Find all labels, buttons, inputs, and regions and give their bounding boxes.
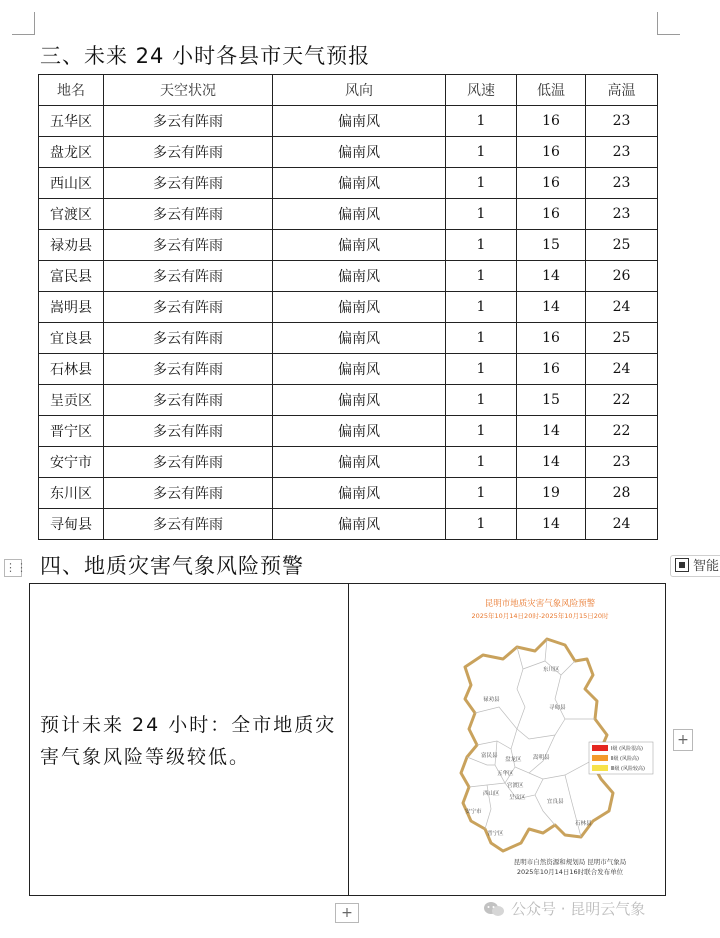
- cell-place: 呈贡区: [39, 385, 104, 416]
- map-label-shilin: 石林县: [575, 821, 592, 827]
- cell-high-temp: 24: [586, 509, 658, 540]
- cell-place: 西山区: [39, 168, 104, 199]
- cell-wind-speed: 1: [446, 168, 517, 199]
- cell-sky: 多云有阵雨: [104, 416, 273, 447]
- map-legend: [589, 742, 653, 774]
- map-label-guandu: 官渡区: [507, 783, 524, 789]
- cell-place: 嵩明县: [39, 292, 104, 323]
- watermark-text: 公众号 · 昆明云气象: [511, 900, 646, 918]
- header-high-temp: 高温: [586, 75, 658, 106]
- cell-place: 晋宁区: [39, 416, 104, 447]
- cell-low-temp: 14: [517, 292, 586, 323]
- section-4-heading: 四、地质灾害气象风险预警: [40, 554, 304, 578]
- legend-swatch-level-2: [592, 755, 608, 761]
- page-corner-mark-top-left: [12, 12, 35, 35]
- table-row: [39, 168, 658, 199]
- table-row: [39, 509, 658, 540]
- table-row: [39, 261, 658, 292]
- table-row: [39, 323, 658, 354]
- table-row: [39, 478, 658, 509]
- cell-wind-speed: 1: [446, 416, 517, 447]
- map-label-wuhua: 五华区: [497, 771, 514, 777]
- cell-sky: 多云有阵雨: [104, 478, 273, 509]
- cell-sky: 多云有阵雨: [104, 354, 273, 385]
- cell-high-temp: 25: [586, 230, 658, 261]
- cell-low-temp: 19: [517, 478, 586, 509]
- header-wind-speed: 风速: [446, 75, 517, 106]
- map-label-songming: 嵩明县: [533, 755, 550, 761]
- cell-wind-direction: 偏南风: [273, 168, 446, 199]
- cell-low-temp: 14: [517, 416, 586, 447]
- cell-low-temp: 15: [517, 385, 586, 416]
- cell-wind-speed: 1: [446, 137, 517, 168]
- header-place: 地名: [39, 75, 104, 106]
- map-publisher: 昆明市自然资源和规划局 昆明市气象局: [513, 858, 627, 866]
- cell-sky: 多云有阵雨: [104, 509, 273, 540]
- cell-wind-direction: 偏南风: [273, 323, 446, 354]
- table-header-row: [39, 75, 658, 106]
- cell-high-temp: 24: [586, 292, 658, 323]
- risk-warning-table: [29, 583, 666, 896]
- legend-swatch-level-1: [592, 745, 608, 751]
- header-low-temp: 低温: [517, 75, 586, 106]
- table-row: [39, 385, 658, 416]
- table-row: [39, 199, 658, 230]
- table-row: [39, 292, 658, 323]
- cell-place: 盘龙区: [39, 137, 104, 168]
- risk-summary-text: 预计未来 24 小时：全市地质灾害气象风险等级较低。: [40, 714, 337, 768]
- cell-sky: 多云有阵雨: [104, 106, 273, 137]
- table-row: [39, 230, 658, 261]
- cell-wind-direction: 偏南风: [273, 478, 446, 509]
- cell-high-temp: 23: [586, 447, 658, 478]
- cell-place: 东川区: [39, 478, 104, 509]
- cell-sky: 多云有阵雨: [104, 168, 273, 199]
- cell-sky: 多云有阵雨: [104, 230, 273, 261]
- cell-low-temp: 16: [517, 323, 586, 354]
- table-row: [39, 416, 658, 447]
- cell-wind-direction: 偏南风: [273, 447, 446, 478]
- cell-wind-direction: 偏南风: [273, 416, 446, 447]
- wechat-icon: [483, 901, 505, 917]
- legend-level-3: Ⅲ级 (风险较高): [611, 766, 645, 772]
- legend-level-2: Ⅱ级 (风险高): [611, 756, 639, 762]
- table-row: [39, 106, 658, 137]
- cell-wind-direction: 偏南风: [273, 137, 446, 168]
- cell-wind-speed: 1: [446, 261, 517, 292]
- cell-wind-speed: 1: [446, 106, 517, 137]
- cell-wind-speed: 1: [446, 509, 517, 540]
- cell-wind-direction: 偏南风: [273, 106, 446, 137]
- map-label-yiliang: 宜良县: [547, 799, 564, 805]
- map-label-dongchuan: 东川区: [543, 667, 560, 673]
- page-corner-mark-top-right: [657, 12, 680, 35]
- cell-wind-direction: 偏南风: [273, 261, 446, 292]
- legend-level-1: Ⅰ级 (风险很高): [611, 746, 643, 752]
- cell-sky: 多云有阵雨: [104, 137, 273, 168]
- cell-low-temp: 14: [517, 509, 586, 540]
- header-wind-direction: 风向: [273, 75, 446, 106]
- cell-place: 安宁市: [39, 447, 104, 478]
- cell-place: 宜良县: [39, 323, 104, 354]
- cell-high-temp: 26: [586, 261, 658, 292]
- map-label-anning: 安宁市: [465, 809, 482, 815]
- cell-high-temp: 22: [586, 416, 658, 447]
- cell-high-temp: 23: [586, 137, 658, 168]
- cell-sky: 多云有阵雨: [104, 323, 273, 354]
- cell-low-temp: 16: [517, 199, 586, 230]
- smart-tool-button[interactable]: [670, 555, 720, 577]
- cell-low-temp: 15: [517, 230, 586, 261]
- cell-wind-speed: 1: [446, 230, 517, 261]
- smart-icon: [675, 558, 689, 572]
- cell-low-temp: 14: [517, 447, 586, 478]
- cell-high-temp: 23: [586, 199, 658, 230]
- cell-place: 石林县: [39, 354, 104, 385]
- map-label-luquan: 禄劝县: [483, 697, 500, 703]
- cell-wind-direction: 偏南风: [273, 385, 446, 416]
- cell-sky: 多云有阵雨: [104, 385, 273, 416]
- cell-high-temp: 25: [586, 323, 658, 354]
- map-label-chenggong: 呈贡区: [509, 795, 526, 801]
- cell-place: 禄劝县: [39, 230, 104, 261]
- table-move-handle[interactable]: ⋮⋮: [4, 559, 22, 577]
- cell-place: 寻甸县: [39, 509, 104, 540]
- add-row-button[interactable]: +: [335, 903, 359, 923]
- cell-wind-speed: 1: [446, 354, 517, 385]
- cell-low-temp: 14: [517, 261, 586, 292]
- cell-wind-direction: 偏南风: [273, 354, 446, 385]
- cell-high-temp: 23: [586, 168, 658, 199]
- add-column-button[interactable]: +: [673, 729, 693, 751]
- table-row: [39, 447, 658, 478]
- cell-wind-direction: 偏南风: [273, 509, 446, 540]
- cell-wind-speed: 1: [446, 478, 517, 509]
- legend-swatch-level-3: [592, 765, 608, 771]
- cell-low-temp: 16: [517, 354, 586, 385]
- map-label-jinning: 晋宁区: [487, 831, 504, 837]
- cell-place: 富民县: [39, 261, 104, 292]
- cell-high-temp: 24: [586, 354, 658, 385]
- table-row: [39, 354, 658, 385]
- cell-wind-direction: 偏南风: [273, 199, 446, 230]
- cell-low-temp: 16: [517, 168, 586, 199]
- map-label-xishan: 西山区: [483, 791, 500, 797]
- cell-wind-speed: 1: [446, 447, 517, 478]
- map-label-fumin: 富民县: [481, 753, 498, 759]
- cell-wind-direction: 偏南风: [273, 292, 446, 323]
- wechat-watermark: [483, 898, 645, 922]
- cell-place: 官渡区: [39, 199, 104, 230]
- cell-sky: 多云有阵雨: [104, 447, 273, 478]
- cell-low-temp: 16: [517, 106, 586, 137]
- cell-high-temp: 22: [586, 385, 658, 416]
- header-sky: 天空状况: [104, 75, 273, 106]
- table-row: [39, 137, 658, 168]
- map-label-panlong: 盘龙区: [505, 757, 522, 763]
- cell-sky: 多云有阵雨: [104, 199, 273, 230]
- cell-wind-speed: 1: [446, 292, 517, 323]
- cell-sky: 多云有阵雨: [104, 261, 273, 292]
- cell-place: 五华区: [39, 106, 104, 137]
- cell-low-temp: 16: [517, 137, 586, 168]
- map-title: 昆明市地质灾害气象风险预警: [484, 599, 596, 609]
- cell-high-temp: 28: [586, 478, 658, 509]
- cell-wind-speed: 1: [446, 199, 517, 230]
- smart-label: 智能: [693, 559, 720, 574]
- section-3-heading: 三、未来 24 小时各县市天气预报: [40, 44, 371, 68]
- weather-forecast-table: [38, 74, 658, 540]
- cell-wind-speed: 1: [446, 323, 517, 354]
- column-divider: [348, 584, 349, 895]
- cell-wind-speed: 1: [446, 385, 517, 416]
- cell-high-temp: 23: [586, 106, 658, 137]
- map-label-xundian: 寻甸县: [549, 705, 566, 711]
- map-issue-note: 2025年10月14日16时联合发布单位: [516, 868, 624, 876]
- cell-sky: 多云有阵雨: [104, 292, 273, 323]
- cell-wind-direction: 偏南风: [273, 230, 446, 261]
- map-labels: [425, 589, 655, 889]
- map-subtitle: 2025年10月14日20时-2025年10月15日20时: [471, 612, 609, 620]
- risk-map-image: [425, 589, 655, 889]
